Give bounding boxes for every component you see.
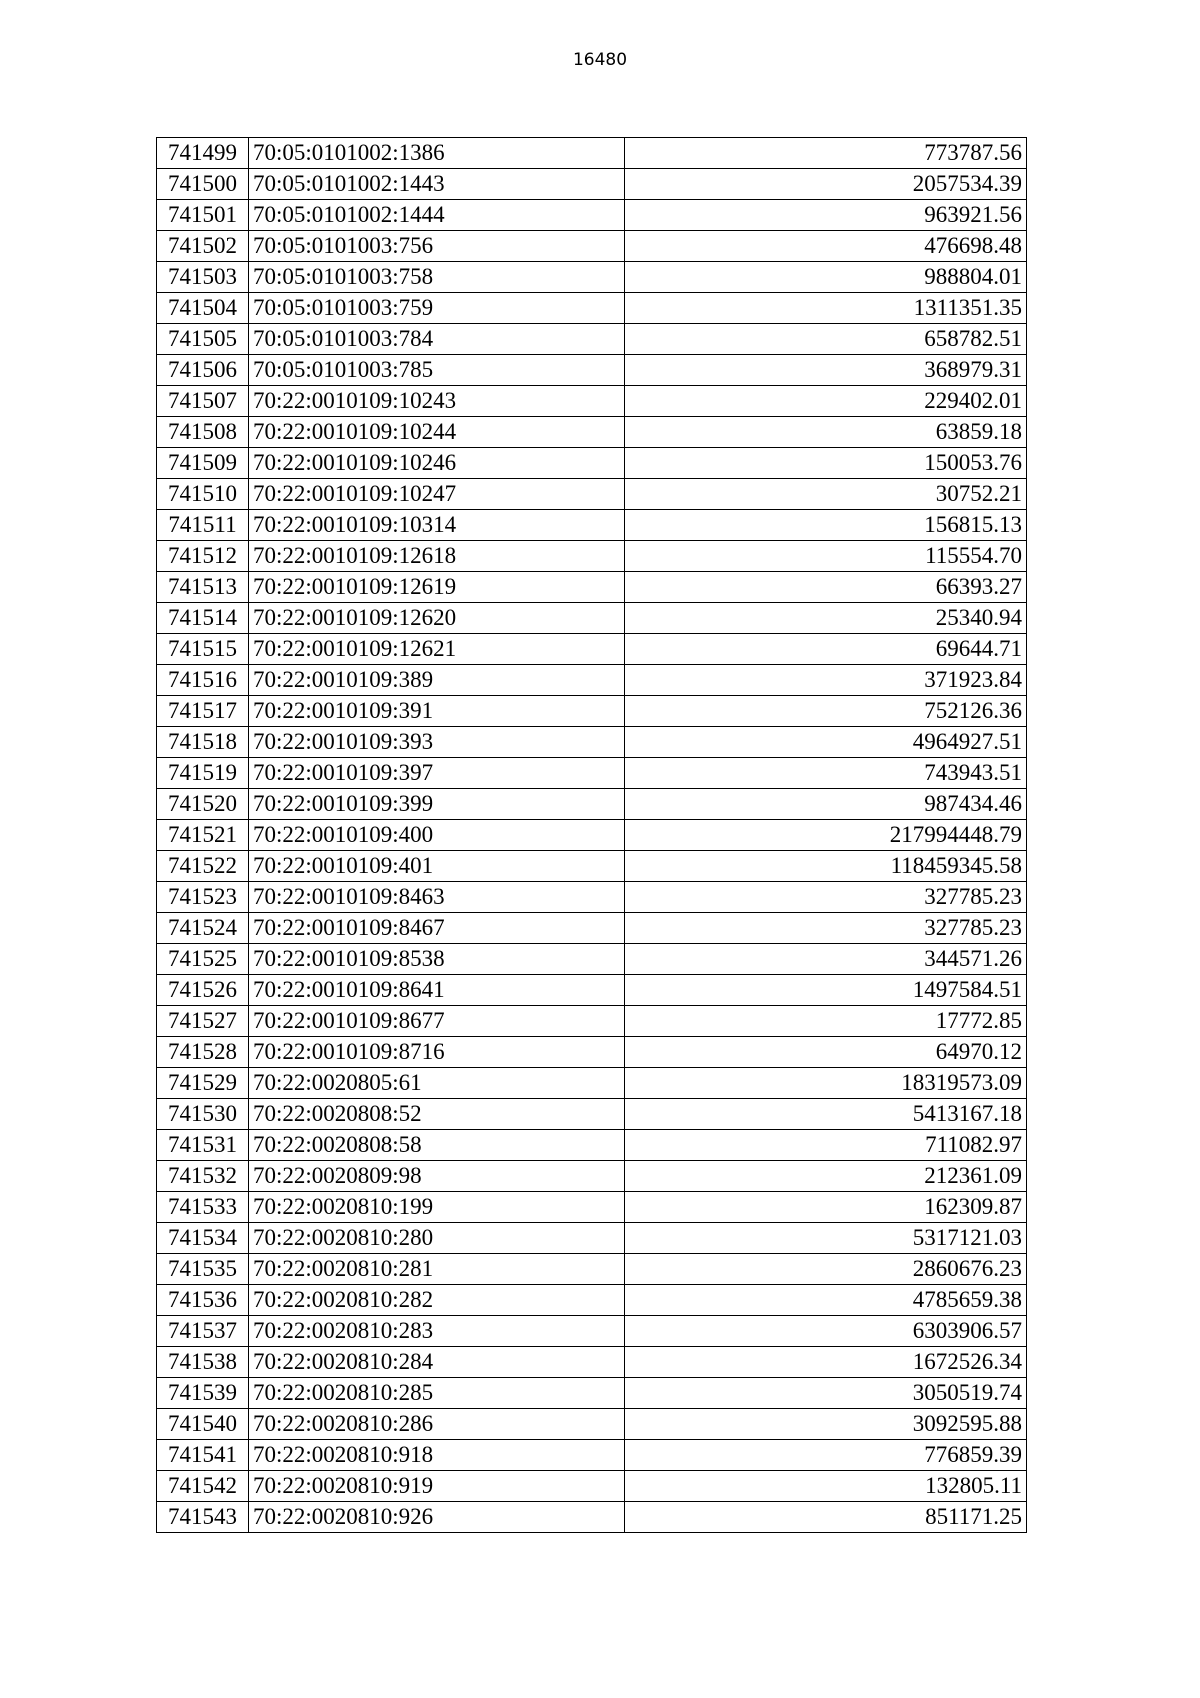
value-cell: 752126.36 bbox=[625, 696, 1027, 727]
table-row bbox=[157, 913, 1027, 944]
row-id-cell: 741513 bbox=[157, 572, 249, 603]
value-cell: 851171.25 bbox=[625, 1502, 1027, 1533]
cadastral-number-cell: 70:22:0010109:391 bbox=[249, 696, 625, 727]
value-cell: 3050519.74 bbox=[625, 1378, 1027, 1409]
value-cell: 368979.31 bbox=[625, 355, 1027, 386]
row-id-cell: 741507 bbox=[157, 386, 249, 417]
row-id-cell: 741531 bbox=[157, 1130, 249, 1161]
row-id-cell: 741532 bbox=[157, 1161, 249, 1192]
value-cell: 327785.23 bbox=[625, 882, 1027, 913]
table-row bbox=[157, 758, 1027, 789]
value-cell: 2860676.23 bbox=[625, 1254, 1027, 1285]
cadastral-number-cell: 70:22:0010109:12620 bbox=[249, 603, 625, 634]
cadastral-number-cell: 70:22:0010109:400 bbox=[249, 820, 625, 851]
table-row bbox=[157, 1471, 1027, 1502]
table-row bbox=[157, 696, 1027, 727]
cadastral-number-cell: 70:22:0020805:61 bbox=[249, 1068, 625, 1099]
value-cell: 17772.85 bbox=[625, 1006, 1027, 1037]
row-id-cell: 741533 bbox=[157, 1192, 249, 1223]
table-row bbox=[157, 789, 1027, 820]
cadastral-number-cell: 70:22:0010109:401 bbox=[249, 851, 625, 882]
cadastral-number-cell: 70:22:0010109:10244 bbox=[249, 417, 625, 448]
value-cell: 6303906.57 bbox=[625, 1316, 1027, 1347]
cadastral-number-cell: 70:05:0101003:785 bbox=[249, 355, 625, 386]
row-id-cell: 741518 bbox=[157, 727, 249, 758]
row-id-cell: 741510 bbox=[157, 479, 249, 510]
value-cell: 4785659.38 bbox=[625, 1285, 1027, 1316]
value-cell: 1311351.35 bbox=[625, 293, 1027, 324]
cadastral-number-cell: 70:05:0101003:759 bbox=[249, 293, 625, 324]
value-cell: 371923.84 bbox=[625, 665, 1027, 696]
table-row bbox=[157, 1192, 1027, 1223]
table-row bbox=[157, 1161, 1027, 1192]
value-cell: 987434.46 bbox=[625, 789, 1027, 820]
table-row bbox=[157, 572, 1027, 603]
table-row bbox=[157, 665, 1027, 696]
value-cell: 30752.21 bbox=[625, 479, 1027, 510]
row-id-cell: 741511 bbox=[157, 510, 249, 541]
row-id-cell: 741515 bbox=[157, 634, 249, 665]
cadastral-number-cell: 70:22:0010109:8641 bbox=[249, 975, 625, 1006]
cadastral-number-cell: 70:22:0020810:926 bbox=[249, 1502, 625, 1533]
cadastral-number-cell: 70:22:0010109:8463 bbox=[249, 882, 625, 913]
row-id-cell: 741504 bbox=[157, 293, 249, 324]
value-cell: 229402.01 bbox=[625, 386, 1027, 417]
value-cell: 156815.13 bbox=[625, 510, 1027, 541]
cadastral-number-cell: 70:22:0010109:10314 bbox=[249, 510, 625, 541]
cadastral-number-cell: 70:22:0010109:389 bbox=[249, 665, 625, 696]
value-cell: 1497584.51 bbox=[625, 975, 1027, 1006]
table-row bbox=[157, 1130, 1027, 1161]
table-body bbox=[157, 138, 1027, 1533]
cadastral-number-cell: 70:22:0010109:12621 bbox=[249, 634, 625, 665]
cadastral-number-cell: 70:22:0020810:199 bbox=[249, 1192, 625, 1223]
value-cell: 327785.23 bbox=[625, 913, 1027, 944]
table-row bbox=[157, 634, 1027, 665]
value-cell: 69644.71 bbox=[625, 634, 1027, 665]
table-row bbox=[157, 541, 1027, 572]
page-number: 16480 bbox=[572, 50, 628, 70]
cadastral-number-cell: 70:22:0020808:58 bbox=[249, 1130, 625, 1161]
value-cell: 18319573.09 bbox=[625, 1068, 1027, 1099]
value-cell: 4964927.51 bbox=[625, 727, 1027, 758]
row-id-cell: 741534 bbox=[157, 1223, 249, 1254]
table-row bbox=[157, 262, 1027, 293]
cadastral-number-cell: 70:22:0010109:10243 bbox=[249, 386, 625, 417]
row-id-cell: 741543 bbox=[157, 1502, 249, 1533]
cadastral-number-cell: 70:05:0101002:1386 bbox=[249, 138, 625, 169]
table-row bbox=[157, 1068, 1027, 1099]
cadastral-number-cell: 70:05:0101003:758 bbox=[249, 262, 625, 293]
row-id-cell: 741523 bbox=[157, 882, 249, 913]
table-row bbox=[157, 1006, 1027, 1037]
value-cell: 344571.26 bbox=[625, 944, 1027, 975]
table-row bbox=[157, 1409, 1027, 1440]
table-row bbox=[157, 510, 1027, 541]
value-cell: 773787.56 bbox=[625, 138, 1027, 169]
value-cell: 212361.09 bbox=[625, 1161, 1027, 1192]
value-cell: 988804.01 bbox=[625, 262, 1027, 293]
cadastral-number-cell: 70:05:0101003:784 bbox=[249, 324, 625, 355]
row-id-cell: 741538 bbox=[157, 1347, 249, 1378]
table-row bbox=[157, 1223, 1027, 1254]
value-cell: 2057534.39 bbox=[625, 169, 1027, 200]
cadastral-number-cell: 70:22:0020810:281 bbox=[249, 1254, 625, 1285]
row-id-cell: 741505 bbox=[157, 324, 249, 355]
row-id-cell: 741509 bbox=[157, 448, 249, 479]
value-cell: 66393.27 bbox=[625, 572, 1027, 603]
row-id-cell: 741541 bbox=[157, 1440, 249, 1471]
row-id-cell: 741500 bbox=[157, 169, 249, 200]
cadastral-number-cell: 70:22:0020810:919 bbox=[249, 1471, 625, 1502]
row-id-cell: 741520 bbox=[157, 789, 249, 820]
table-row bbox=[157, 882, 1027, 913]
row-id-cell: 741527 bbox=[157, 1006, 249, 1037]
row-id-cell: 741521 bbox=[157, 820, 249, 851]
table-row bbox=[157, 1347, 1027, 1378]
value-cell: 658782.51 bbox=[625, 324, 1027, 355]
cadastral-number-cell: 70:22:0020810:284 bbox=[249, 1347, 625, 1378]
table-row bbox=[157, 231, 1027, 262]
cadastral-number-cell: 70:22:0010109:10247 bbox=[249, 479, 625, 510]
row-id-cell: 741516 bbox=[157, 665, 249, 696]
cadastral-number-cell: 70:22:0010109:12618 bbox=[249, 541, 625, 572]
value-cell: 476698.48 bbox=[625, 231, 1027, 262]
row-id-cell: 741519 bbox=[157, 758, 249, 789]
table-row bbox=[157, 944, 1027, 975]
row-id-cell: 741502 bbox=[157, 231, 249, 262]
cadastral-number-cell: 70:22:0010109:8677 bbox=[249, 1006, 625, 1037]
row-id-cell: 741536 bbox=[157, 1285, 249, 1316]
table-row bbox=[157, 1254, 1027, 1285]
row-id-cell: 741522 bbox=[157, 851, 249, 882]
row-id-cell: 741506 bbox=[157, 355, 249, 386]
table-row bbox=[157, 355, 1027, 386]
value-cell: 5413167.18 bbox=[625, 1099, 1027, 1130]
table-row bbox=[157, 1378, 1027, 1409]
cadastral-value-table bbox=[156, 137, 1027, 1533]
cadastral-number-cell: 70:22:0020808:52 bbox=[249, 1099, 625, 1130]
value-cell: 63859.18 bbox=[625, 417, 1027, 448]
cadastral-number-cell: 70:22:0010109:397 bbox=[249, 758, 625, 789]
table-row bbox=[157, 603, 1027, 634]
cadastral-number-cell: 70:22:0010109:8538 bbox=[249, 944, 625, 975]
table-row bbox=[157, 1440, 1027, 1471]
row-id-cell: 741514 bbox=[157, 603, 249, 634]
row-id-cell: 741524 bbox=[157, 913, 249, 944]
value-cell: 711082.97 bbox=[625, 1130, 1027, 1161]
table-row bbox=[157, 1316, 1027, 1347]
cadastral-number-cell: 70:05:0101003:756 bbox=[249, 231, 625, 262]
table-row bbox=[157, 975, 1027, 1006]
row-id-cell: 741539 bbox=[157, 1378, 249, 1409]
row-id-cell: 741542 bbox=[157, 1471, 249, 1502]
row-id-cell: 741530 bbox=[157, 1099, 249, 1130]
cadastral-number-cell: 70:22:0020810:282 bbox=[249, 1285, 625, 1316]
cadastral-number-cell: 70:22:0020809:98 bbox=[249, 1161, 625, 1192]
value-cell: 150053.76 bbox=[625, 448, 1027, 479]
cadastral-number-cell: 70:05:0101002:1443 bbox=[249, 169, 625, 200]
table-row bbox=[157, 293, 1027, 324]
row-id-cell: 741499 bbox=[157, 138, 249, 169]
cadastral-number-cell: 70:22:0010109:8716 bbox=[249, 1037, 625, 1068]
cadastral-number-cell: 70:22:0020810:280 bbox=[249, 1223, 625, 1254]
cadastral-number-cell: 70:22:0010109:399 bbox=[249, 789, 625, 820]
table-row bbox=[157, 200, 1027, 231]
value-cell: 776859.39 bbox=[625, 1440, 1027, 1471]
row-id-cell: 741535 bbox=[157, 1254, 249, 1285]
table-row bbox=[157, 138, 1027, 169]
table-row bbox=[157, 820, 1027, 851]
value-cell: 64970.12 bbox=[625, 1037, 1027, 1068]
value-cell: 162309.87 bbox=[625, 1192, 1027, 1223]
row-id-cell: 741525 bbox=[157, 944, 249, 975]
row-id-cell: 741508 bbox=[157, 417, 249, 448]
row-id-cell: 741517 bbox=[157, 696, 249, 727]
table-row bbox=[157, 1285, 1027, 1316]
table-row bbox=[157, 448, 1027, 479]
row-id-cell: 741540 bbox=[157, 1409, 249, 1440]
table-row bbox=[157, 1099, 1027, 1130]
value-cell: 743943.51 bbox=[625, 758, 1027, 789]
table-row bbox=[157, 417, 1027, 448]
value-cell: 963921.56 bbox=[625, 200, 1027, 231]
cadastral-number-cell: 70:22:0020810:918 bbox=[249, 1440, 625, 1471]
cadastral-number-cell: 70:22:0010109:12619 bbox=[249, 572, 625, 603]
value-cell: 115554.70 bbox=[625, 541, 1027, 572]
cadastral-number-cell: 70:22:0010109:10246 bbox=[249, 448, 625, 479]
table-row bbox=[157, 169, 1027, 200]
value-cell: 118459345.58 bbox=[625, 851, 1027, 882]
row-id-cell: 741526 bbox=[157, 975, 249, 1006]
table-row bbox=[157, 1502, 1027, 1533]
value-cell: 25340.94 bbox=[625, 603, 1027, 634]
table-row bbox=[157, 851, 1027, 882]
value-cell: 5317121.03 bbox=[625, 1223, 1027, 1254]
row-id-cell: 741528 bbox=[157, 1037, 249, 1068]
cadastral-number-cell: 70:05:0101002:1444 bbox=[249, 200, 625, 231]
cadastral-number-cell: 70:22:0020810:285 bbox=[249, 1378, 625, 1409]
table-row bbox=[157, 1037, 1027, 1068]
value-cell: 3092595.88 bbox=[625, 1409, 1027, 1440]
table-row bbox=[157, 324, 1027, 355]
row-id-cell: 741503 bbox=[157, 262, 249, 293]
cadastral-number-cell: 70:22:0020810:286 bbox=[249, 1409, 625, 1440]
value-cell: 132805.11 bbox=[625, 1471, 1027, 1502]
table-row bbox=[157, 479, 1027, 510]
row-id-cell: 741512 bbox=[157, 541, 249, 572]
cadastral-number-cell: 70:22:0010109:8467 bbox=[249, 913, 625, 944]
cadastral-number-cell: 70:22:0020810:283 bbox=[249, 1316, 625, 1347]
table-row bbox=[157, 727, 1027, 758]
row-id-cell: 741501 bbox=[157, 200, 249, 231]
table-row bbox=[157, 386, 1027, 417]
row-id-cell: 741529 bbox=[157, 1068, 249, 1099]
value-cell: 217994448.79 bbox=[625, 820, 1027, 851]
row-id-cell: 741537 bbox=[157, 1316, 249, 1347]
cadastral-number-cell: 70:22:0010109:393 bbox=[249, 727, 625, 758]
value-cell: 1672526.34 bbox=[625, 1347, 1027, 1378]
